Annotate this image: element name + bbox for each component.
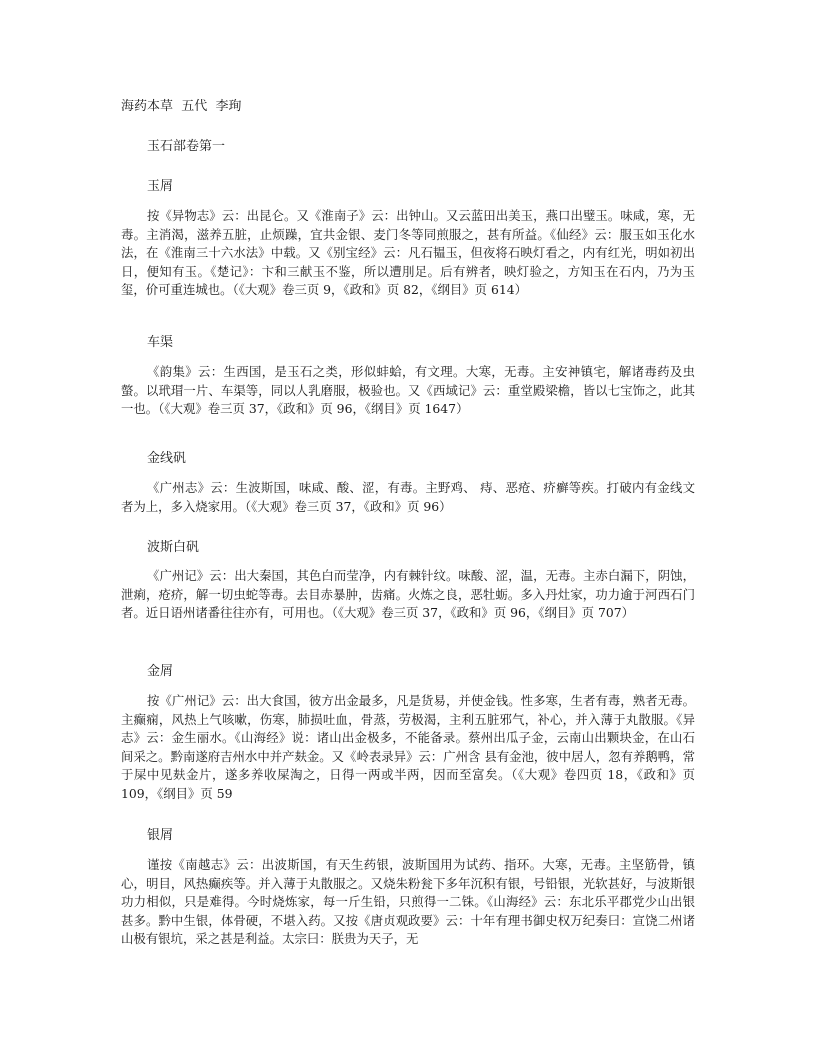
section-paragraph: 《广州志》云：生波斯国，味咸、酸、涩，有毒。主野鸡、 痔、恶疮、疥癣等疾。打破内有金线文者为上，多入烧家用。（《大观》卷三页 37，《政和》页 96）	[121, 480, 695, 514]
section-heading: 银屑	[147, 828, 174, 843]
volume-heading: 玉石部卷第一	[147, 139, 226, 154]
section-heading: 车渠	[147, 335, 174, 350]
section-heading: 金屑	[147, 664, 174, 679]
section-heading: 波斯白矾	[147, 540, 200, 555]
section-paragraph: 《韵集》云：生西国，是玉石之类，形似蚌蛤，有文理。大寒，无毒。主安神镇宅，解诸毒药及虫螫。以玳瑁一片、车渠等，同以人乳磨服，极验也。又《西域记》云：重堂殿梁檐，皆以七宝饰之，此其一也。（《大观》卷三页 37，《政和》页 96，《纲目》页 1647）	[121, 364, 695, 417]
document-title: 海药本草 五代 李珣	[121, 99, 242, 114]
section-heading: 金线矾	[147, 451, 187, 466]
section-paragraph: 《广州记》云：出大秦国，其色白而莹净，内有棘针纹。味酸、涩，温，无毒。主赤白漏下，阴蚀，泄痢，疮疥，解一切虫蛇等毒。去目赤暴肿，齿痛。火炼之良，恶牡蛎。多入丹灶家，功力逾于河西石门者。近日语州诸番往往亦有，可用也。（《大观》卷三页 37，《政和》页 96，《纲目》页 707）	[121, 568, 695, 621]
section-heading: 玉屑	[147, 179, 174, 194]
section-paragraph: 按《异物志》云：出昆仑。又《淮南子》云：出钟山。又云蓝田出美玉，燕口出璧玉。味咸，寒，无毒。主消渴，滋养五脏，止烦躁，宜共金银、麦门冬等同煎服之，甚有所益。《仙经》云：服玉如玉化水法，在《淮南三十六水法》中载。又《别宝经》云：凡石韫玉，但夜将石映灯看之，内有红光，明如初出日，便知有玉。《楚记》：卞和三献玉不鉴，所以遭刖足。后有辨者，映灯验之，方知玉在石内，乃为玉玺，价可重连城也。（《大观》卷三页 9，《政和》页 82，《纲目》页 614）	[121, 208, 695, 298]
section-paragraph: 谨按《南越志》云：出波斯国，有天生药银，波斯国用为试药、指环。大寒，无毒。主坚筋骨，镇心，明目，风热癫疾等。并入薄于丸散服之。又烧朱粉瓮下多年沉积有银，号铅银，光软甚好，与波斯银功力相似，只是难得。今时烧炼家，每一斤生铅，只煎得一二铢。《山海经》云：东北乐平郡党少山出银甚多。黔中生银，体骨硬，不堪入药。又按《唐贞观政要》云：十年有理书御史权万纪奏曰：宣饶二州诸山极有银坑，采之甚是利益。太宗曰：朕贵为天子，无	[121, 857, 695, 947]
section-paragraph: 按《广州记》云：出大食国，彼方出金最多，凡是货易，并使金钱。性多寒，生者有毒，熟者无毒。主癫痫，风热上气咳嗽，伤寒，肺损吐血，骨蒸，劳极渴，主利五脏邪气，补心，并入薄于丸散服。《异志》云：金生丽水。《山海经》说：诸山出金极多，不能备录。蔡州出瓜子金，云南山出颗块金，在山石间采之。黔南遂府吉州水中并产麸金。又《岭表录异》云：广州含 县有金池，彼中居人，忽有养鹅鸭，常于屎中见麸金片，遂多养收屎淘之，日得一两或半两，因而至富矣。（《大观》卷四页 18，《政和》页 109，《纲目》页 59	[121, 693, 695, 801]
